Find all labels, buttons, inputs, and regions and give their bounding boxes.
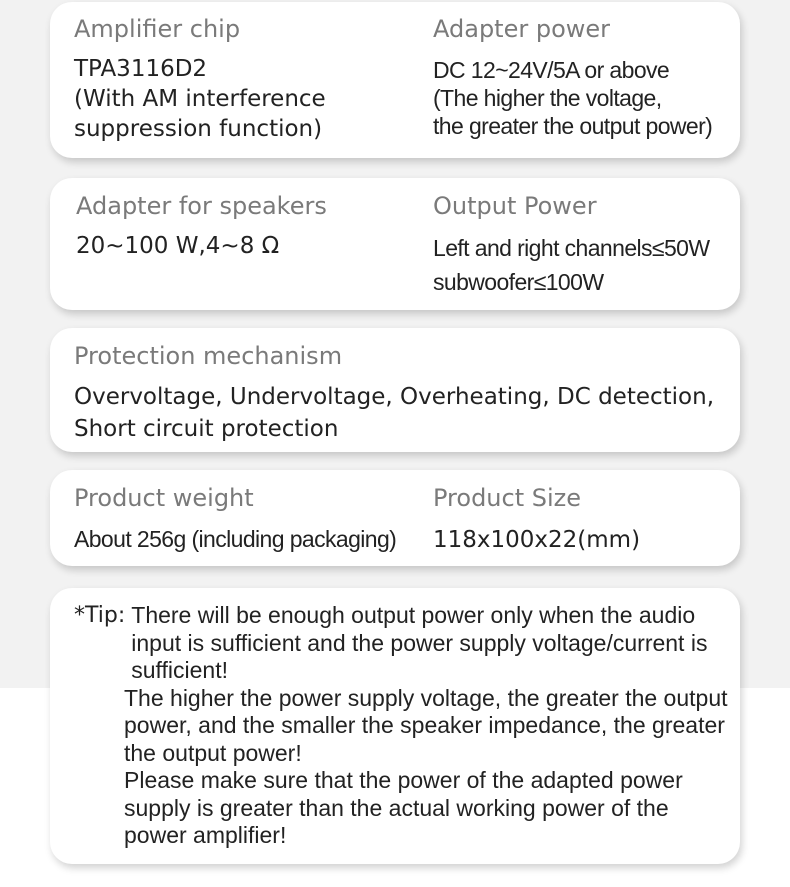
spec-value: 20~100 W,4~8 Ω [76,233,280,259]
spec-value: DC 12~24V/5A or above (The higher the voltage, the greater the output power) [433,57,713,139]
spec-label: Output Power [433,192,597,220]
spec-label: Protection mechanism [74,342,343,370]
spec-amplifier-chip [74,14,424,144]
tip-paragraph: There will be enough output power only when the audio input is sufficient and the power supply voltage/current is sufficient! [131,602,708,683]
spec-value: About 256g (including packaging) [74,526,397,552]
spec-label: Product Size [433,484,582,512]
tip-text [74,602,734,850]
spec-label: Product weight [74,484,254,512]
spec-value: TPA3116D2 (With AM interference suppression function) [74,56,326,142]
spec-card-speakers-output [50,178,740,310]
spec-product-size [433,483,738,555]
spec-adapter-speakers [76,191,426,261]
spec-card-weight-size [50,470,740,566]
spec-value: Left and right channels≤50W subwoofer≤100W [433,235,710,295]
spec-product-weight [74,483,424,553]
spec-value: 118x100x22(mm) [433,527,641,553]
spec-card-protection [50,328,740,452]
spec-value: Overvoltage, Undervoltage, Overheating, DC detection, Short circuit protection [74,384,715,442]
tip-card [50,588,740,864]
spec-card-chip-power [50,2,740,158]
spec-adapter-power [433,14,738,140]
spec-protection-mechanism [74,341,724,445]
spec-label: Adapter for speakers [76,192,327,220]
spec-output-power [433,191,738,299]
tip-paragraph: The higher the power supply voltage, the greater the output power, and the smaller the speaker impedance, the greater the output power! [124,684,728,766]
spec-label: Amplifier chip [74,15,241,43]
tip-paragraph: Please make sure that the power of the adapted power supply is greater than the actual working power of the power amplifier! [124,767,683,848]
tip-prefix: *Tip: [74,603,126,628]
spec-label: Adapter power [433,15,611,43]
